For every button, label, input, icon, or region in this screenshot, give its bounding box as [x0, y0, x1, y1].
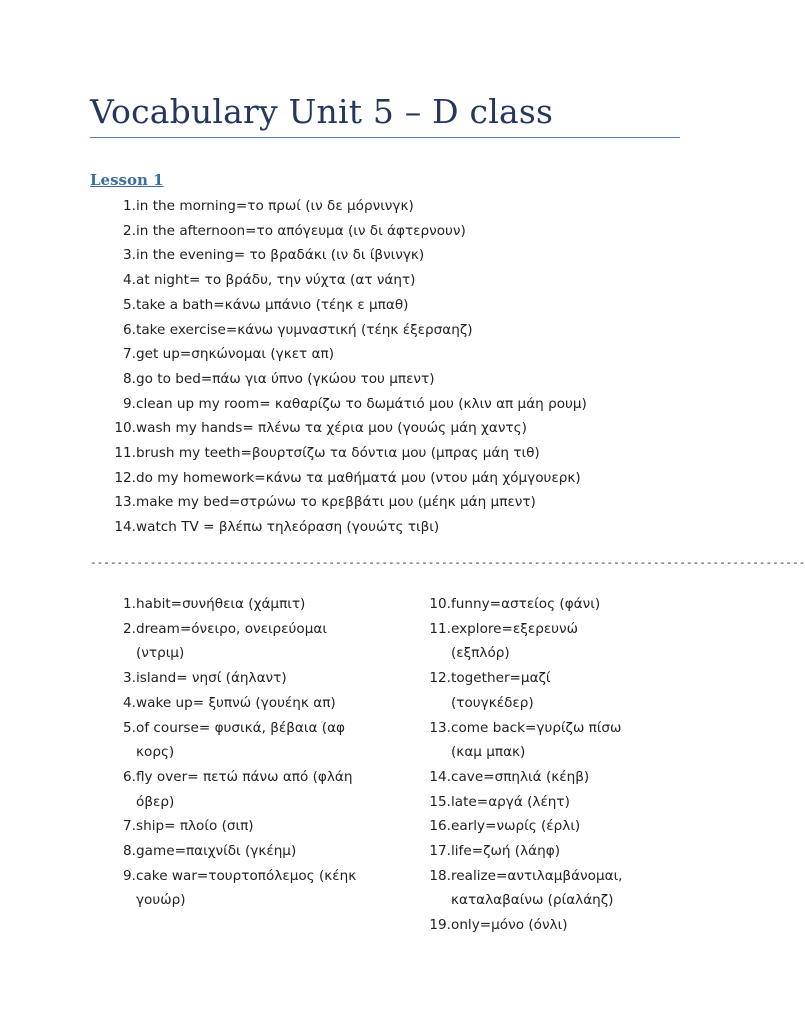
list-item-text: in the evening= το βραδάκι (ιν δι ίβνινγκ): [136, 247, 425, 264]
list-item-number: 14.: [114, 519, 136, 536]
page-title: Vocabulary Unit 5 – D class: [90, 92, 554, 131]
list-item-text: cave=σπηλιά (κέηβ): [451, 768, 590, 785]
list-item-text: life=ζωή (λάηφ): [451, 843, 561, 860]
list-item-number: 16.: [429, 818, 451, 835]
list-item: [110, 268, 710, 293]
list-item-text: cake war=τουρτοπόλεμος (κέηκ γουώρ): [136, 867, 357, 909]
list-item-number: 2.: [123, 620, 136, 637]
list-item: [425, 839, 625, 864]
list-item: [110, 814, 360, 839]
list-item-number: 7.: [123, 346, 136, 363]
list-item-number: 3.: [123, 247, 136, 264]
list-item: [110, 617, 360, 666]
list-item-number: 18.: [429, 867, 451, 884]
list-item-text: clean up my room= καθαρίζω το δωμάτιό μου (κλιν απ μάη ρουμ): [136, 395, 587, 412]
list-item-text: of course= φυσικά, βέβαια (αφ κορς): [136, 719, 346, 761]
list-item-number: 9.: [123, 867, 136, 884]
list-item: [110, 392, 710, 417]
list-item-text: game=παιχνίδι (γκέημ): [136, 843, 297, 860]
list-item-text: fly over= πετώ πάνω από (φλάη όβερ): [136, 768, 353, 810]
list-item: [425, 592, 625, 617]
list-item-text: early=νωρίς (έρλι): [451, 818, 581, 835]
list-item-number: 9.: [123, 395, 136, 412]
list-item: [110, 466, 710, 491]
list-item-number: 17.: [429, 843, 451, 860]
list-item-text: funny=αστείος (φάνι): [451, 596, 601, 612]
list-item: [110, 515, 710, 540]
vocabulary-list-right-column: [425, 592, 625, 938]
list-item-number: 13.: [114, 494, 136, 511]
list-item-text: wake up= ξυπνώ (γουέηκ απ): [136, 694, 336, 711]
list-item-text: come back=γυρίζω πίσω (καμ μπακ): [451, 719, 622, 761]
list-item: [425, 913, 625, 938]
list-item: [110, 839, 360, 864]
list-item-number: 1.: [123, 596, 136, 612]
list-item-number: 5.: [123, 719, 136, 736]
list-item-number: 11.: [429, 620, 451, 637]
list-item-text: in the morning=το πρωί (ιν δε μόρνινγκ): [136, 198, 414, 214]
list-item-number: 19.: [429, 917, 451, 934]
vocabulary-list-left-column: [110, 592, 360, 913]
list-item-number: 6.: [123, 321, 136, 338]
list-item: [110, 864, 360, 913]
list-item-text: take exercise=κάνω γυμναστική (τέηκ έξερσαηζ): [136, 321, 473, 338]
list-item-text: do my homework=κάνω τα μαθήματά μου (ντου μάη χόμγουερκ): [136, 469, 581, 486]
list-item: [110, 765, 360, 814]
list-item-text: get up=σηκώνομαι (γκετ απ): [136, 346, 335, 363]
title-underline: [90, 137, 680, 138]
list-item-text: in the afternoon=το απόγευμα (ιν δι άφτερνουν): [136, 222, 466, 239]
list-item-text: explore=εξερευνώ (εξπλόρ): [451, 620, 579, 662]
list-item-number: 7.: [123, 818, 136, 835]
list-item-text: ship= πλοίο (σιπ): [136, 818, 254, 835]
list-item-number: 6.: [123, 768, 136, 785]
list-item-text: wash my hands= πλένω τα χέρια μου (γουώς μάη χαντς): [136, 420, 527, 437]
list-item-text: go to bed=πάω για ύπνο (γκώου του μπεντ): [136, 370, 435, 387]
list-item-number: 4.: [123, 272, 136, 289]
list-item-text: dream=όνειρο, ονειρεύομαι (ντριμ): [136, 620, 327, 662]
list-item-number: 10.: [114, 420, 136, 437]
list-item: [110, 691, 360, 716]
list-item-number: 13.: [429, 719, 451, 736]
list-item-number: 3.: [123, 670, 136, 687]
list-item: [425, 864, 625, 913]
list-item-number: 8.: [123, 843, 136, 860]
list-item: [110, 367, 710, 392]
list-item: [110, 194, 710, 219]
list-item-number: 1.: [123, 198, 136, 214]
list-item: [425, 666, 625, 715]
list-item-number: 14.: [429, 768, 451, 785]
list-item-text: together=μαζί (τουγκέδερ): [451, 670, 551, 711]
list-item-number: 15.: [429, 793, 451, 810]
list-item: [110, 416, 710, 441]
list-item-text: watch TV = βλέπω τηλεόραση (γουώτς τιβι): [136, 519, 440, 536]
list-item-text: brush my teeth=βουρτσίζω τα δόντια μου (μπρας μάη τιθ): [136, 445, 540, 462]
list-item-number: 10.: [429, 596, 451, 612]
list-item: [110, 592, 360, 617]
list-item: [110, 490, 710, 515]
list-item-text: make my bed=στρώνω το κρεββάτι μου (μέηκ μάη μπεντ): [136, 494, 536, 511]
list-item-text: island= νησί (άηλαντ): [136, 670, 287, 687]
list-item: [110, 243, 710, 268]
list-item: [110, 219, 710, 244]
list-item-text: realize=αντιλαμβάνομαι, καταλαβαίνω (ρίαλάηζ): [451, 867, 623, 909]
lesson-heading: Lesson 1: [90, 171, 164, 189]
list-item-number: 2.: [123, 222, 136, 239]
list-item: [425, 814, 625, 839]
list-item-number: 4.: [123, 694, 136, 711]
list-item-text: at night= το βράδυ, την νύχτα (ατ νάητ): [136, 272, 416, 289]
list-item: [110, 441, 710, 466]
list-item-text: only=μόνο (όνλι): [451, 917, 568, 934]
list-item-text: late=αργά (λέητ): [451, 793, 570, 810]
list-item: [110, 716, 360, 765]
list-item-text: habit=συνήθεια (χάμπιτ): [136, 596, 306, 612]
list-item-number: 11.: [114, 445, 136, 462]
list-item-text: take a bath=κάνω μπάνιο (τέηκ ε μπαθ): [136, 296, 409, 313]
list-item-number: 12.: [114, 469, 136, 486]
list-item: [425, 765, 625, 790]
list-item: [425, 716, 625, 765]
lesson1-vocabulary-list: [110, 194, 710, 540]
list-item: [110, 293, 710, 318]
list-item: [425, 617, 625, 666]
section-divider: ------------------------------------------------------------------------------------------------------------: [90, 556, 805, 569]
list-item-number: 5.: [123, 296, 136, 313]
list-item: [110, 666, 360, 691]
list-item: [425, 790, 625, 815]
list-item: [110, 342, 710, 367]
list-item: [110, 318, 710, 343]
list-item-number: 12.: [429, 670, 451, 687]
list-item-number: 8.: [123, 370, 136, 387]
